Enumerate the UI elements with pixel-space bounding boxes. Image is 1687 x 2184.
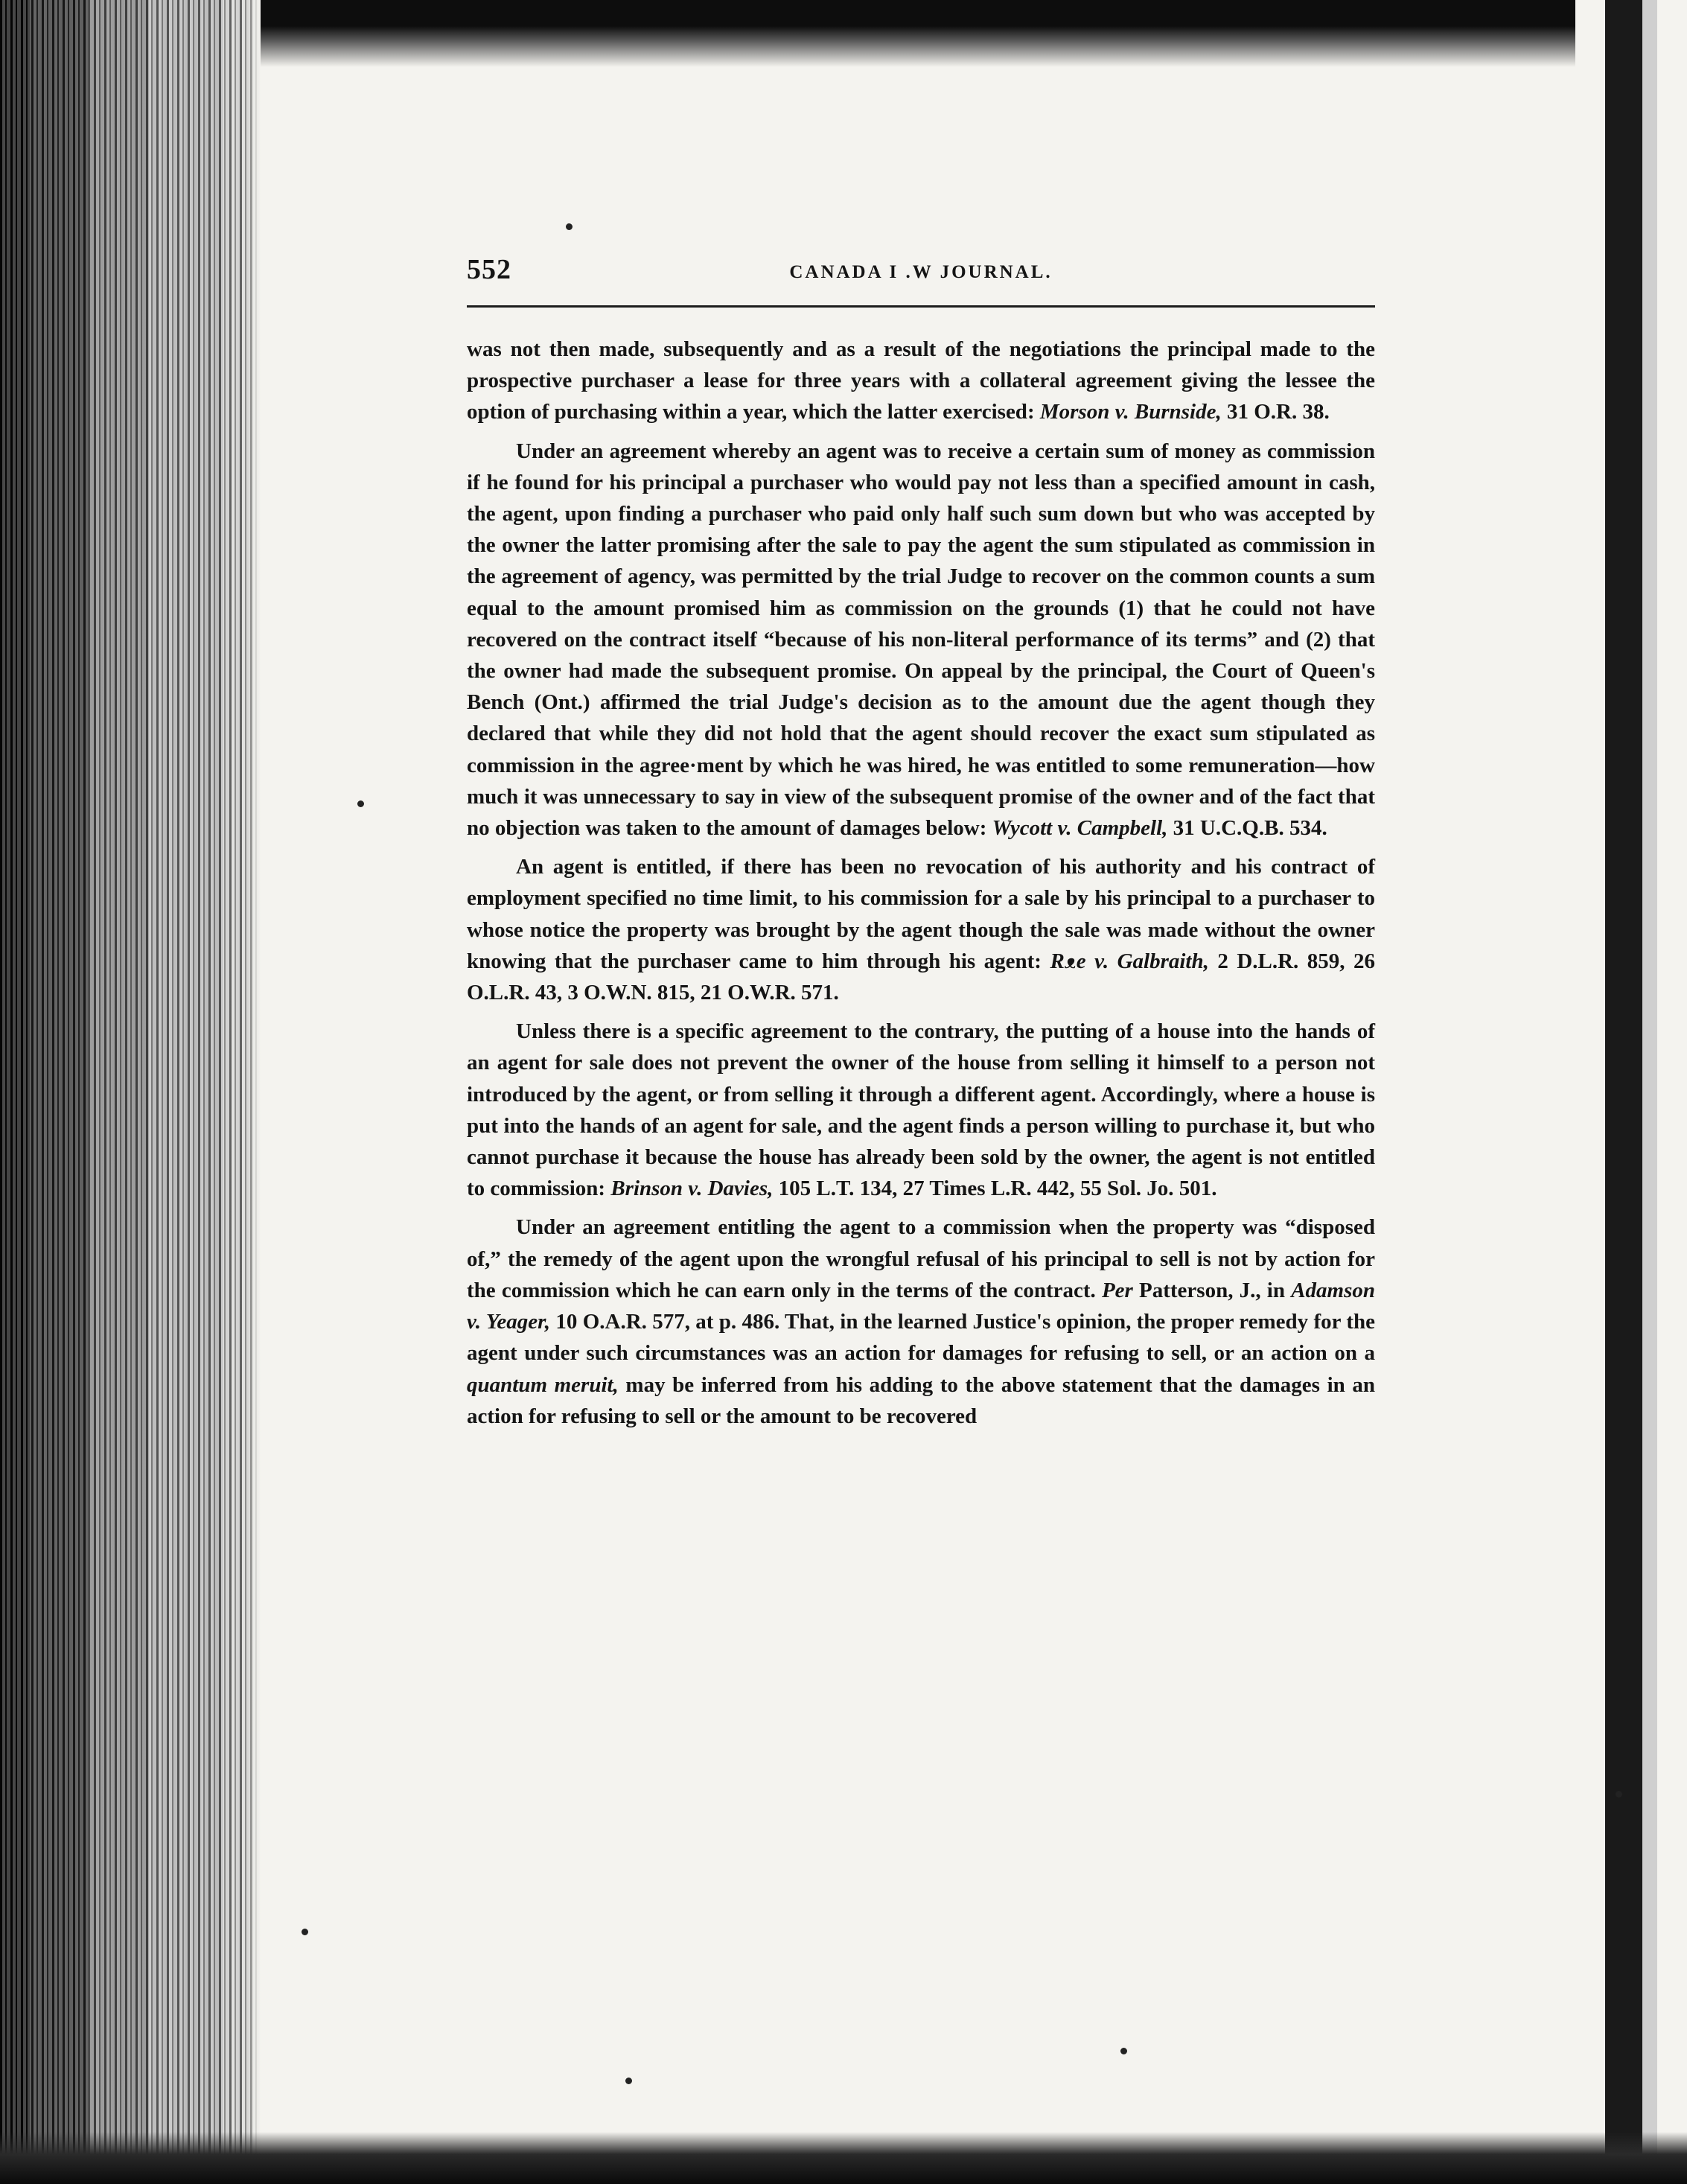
paragraph [467, 851, 1375, 1008]
paragraph-text: 31 U.C.Q.B. 534. [1167, 816, 1327, 841]
case-citation: Adamson v. Yeager, [467, 1278, 1376, 1334]
case-citation: quantum meruit, [467, 1372, 619, 1397]
paragraph-text: 2 D.L.R. 859, 26 O.L.R. 43, 3 O.W.N. 815, 21 O.W.R. 571. [467, 949, 1376, 1005]
case-citation: Wycott v. Campbell, [992, 816, 1168, 841]
top-edge-shadow [261, 0, 1575, 67]
paragraph-text: Unless there is a specific agreement to the contrary, the putting of a house into the hands of an agent for sale does not prevent the owner of the house from selling it himself to a person not introduced by the agent, or from selling it through a different agent. Accordingly, where a house is put into the hands of an agent for sale, and the agent finds a person willing to purchase it, but who cannot purchase it because the house has already been sold by the owner, the agent is not entitled to commission: [467, 1019, 1375, 1201]
bottom-edge-shadow [0, 2132, 1687, 2184]
paragraph-text: may be inferred from his adding to the above statement that the damages in an action for refusing to sell or the amount to be recovered [467, 1372, 1375, 1428]
scan-speck [1120, 2048, 1127, 2054]
paragraph-text: Under an agreement whereby an agent was to receive a certain sum of money as commission if he found for his principal a purchaser who would pay not less than a specified amount in cash, the agent, upon finding a purchaser who paid only half such sum down but who was accepted by the owner the latter promising after the sale to pay the agent the sum stipulated as commission in the agreement of agency, was permitted by the trial Judge to recover on the common counts a sum equal to the amount promised him as commission on the grounds (1) that he could not have recovered on the contract itself “because of his non-literal performance of its terms” and (2) that the owner had made the subsequent promise. On appeal by the principal, the Court of Queen's Bench (Ont.) affirmed the trial Judge's decision as to the amount due the agent though they declared that while they did not hold that the agent should recover the exact sum stipulated as commission in the agree·ment by which he was hired, he was entitled to some remuneration—how much it was unnecessary to say in view of the subsequent promise of the owner and of the fact that no objection was taken to the amount of damages below: [467, 439, 1375, 841]
paragraph-text: Under an agreement entitling the agent to a commission when the property was “disposed of,” the remedy of the agent upon the wrongful refusal of his principal to sell is not by action for the commission which he can earn only in the terms of the contract. [467, 1215, 1375, 1302]
paragraph-text: An agent is entitled, if there has been no revocation of his authority and his contract of employment specified no time limit, to his commission for a sale by his principal to a purchaser to whose notice the property was brought by the agent though the sale was made without the owner knowing that the purchaser came to him through his agent: [467, 855, 1375, 973]
case-citation: Per [1101, 1278, 1133, 1302]
paragraph [467, 1016, 1375, 1204]
paragraph-text: Patterson, J., in [1132, 1278, 1292, 1302]
scan-speck [566, 223, 573, 230]
article-body [467, 334, 1375, 1439]
paragraph-text: 105 L.T. 134, 27 Times L.R. 442, 55 Sol. Jo. 501. [773, 1177, 1217, 1201]
running-head: CANADA I .W JOURNAL. [789, 262, 1053, 282]
paragraph [467, 1212, 1375, 1431]
case-citation: Brinson v. Davies, [610, 1177, 774, 1201]
scan-speck [302, 1929, 308, 1935]
paragraph-text: 31 O.R. 38. [1221, 400, 1330, 424]
page-number: 552 [467, 254, 511, 285]
scan-speck [625, 2078, 632, 2084]
case-citation: Rᴥe v. Galbraith, [1050, 949, 1209, 973]
paragraph-text: was not then made, subsequently and as a result of the negotiations the principal made to the prospective purchaser a lease for three years with a collateral agreement giving the lessee the option of purchasing within a year, which the latter exercised: [467, 337, 1375, 424]
page-header [467, 253, 1375, 298]
case-citation: Morson v. Burnside, [1039, 400, 1222, 424]
paragraph [467, 436, 1375, 844]
header-rule [467, 305, 1375, 308]
book-gutter-shadow [0, 0, 261, 2184]
paragraph [467, 334, 1375, 428]
paragraph-text: 10 O.A.R. 577, at p. 486. That, in the learned Justice's opinion, the proper remedy for the agent under such circumstances was an action for damages for refusing to sell, or an action on a [467, 1310, 1375, 1366]
scan-speck [1616, 1791, 1622, 1798]
scan-speck [357, 800, 364, 807]
right-edge-shadow [1575, 0, 1687, 2184]
